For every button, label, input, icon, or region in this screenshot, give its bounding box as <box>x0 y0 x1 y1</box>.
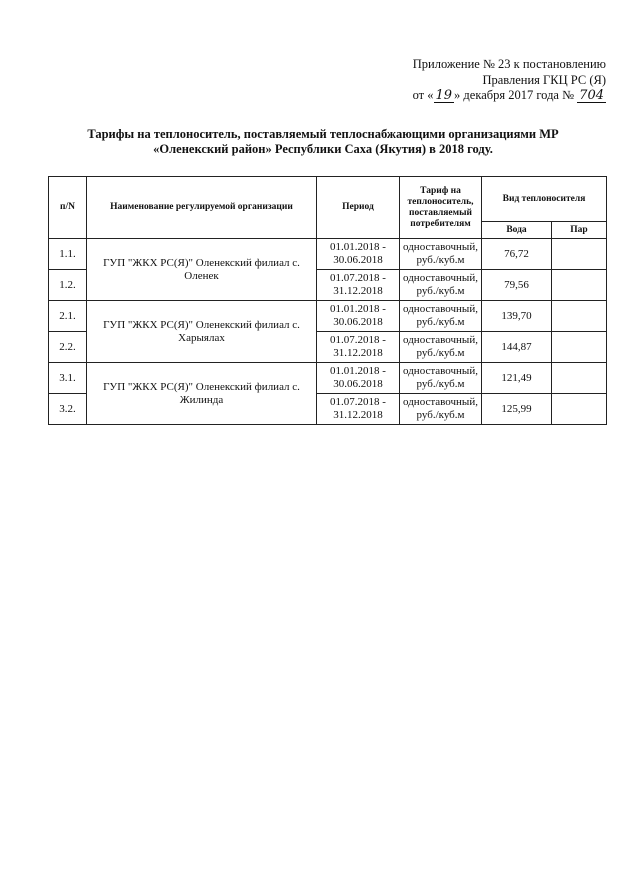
row-water: 121,49 <box>482 363 552 394</box>
row-period: 01.07.2018 - 31.12.2018 <box>317 332 400 363</box>
row-steam <box>552 301 607 332</box>
header-num: п/N <box>49 177 87 239</box>
header-period: Период <box>317 177 400 239</box>
row-num: 3.2. <box>49 394 87 425</box>
row-steam <box>552 332 607 363</box>
row-water: 139,70 <box>482 301 552 332</box>
row-water: 125,99 <box>482 394 552 425</box>
row-period: 01.07.2018 - 31.12.2018 <box>317 270 400 301</box>
row-num: 1.1. <box>49 239 87 270</box>
row-water: 144,87 <box>482 332 552 363</box>
date-prefix: от « <box>412 88 434 102</box>
org-name: ГУП "ЖКХ РС(Я)" Оленекский филиал с. Оленек <box>87 239 317 301</box>
row-num: 1.2. <box>49 270 87 301</box>
date-middle: » декабря 2017 года № <box>454 88 575 102</box>
row-tariff: одноставочный, руб./куб.м <box>400 363 482 394</box>
document-header <box>413 57 606 104</box>
row-tariff: одноставочный, руб./куб.м <box>400 301 482 332</box>
org-name: ГУП "ЖКХ РС(Я)" Оленекский филиал с. Жилинда <box>87 363 317 425</box>
row-steam <box>552 394 607 425</box>
table-row <box>49 363 607 394</box>
row-num: 2.1. <box>49 301 87 332</box>
header-tariff: Тариф на теплоноситель, поставляемый потребителям <box>400 177 482 239</box>
title-line-1: Тарифы на теплоноситель, поставляемый теплоснабжающими организациями МР <box>87 127 559 141</box>
row-period: 01.01.2018 - 30.06.2018 <box>317 301 400 332</box>
row-tariff: одноставочный, руб./куб.м <box>400 332 482 363</box>
header-org: Наименование регулируемой организации <box>87 177 317 239</box>
table-row <box>49 301 607 332</box>
row-water: 76,72 <box>482 239 552 270</box>
row-num: 2.2. <box>49 332 87 363</box>
header-steam: Пар <box>552 222 607 239</box>
handwritten-number: 704 <box>579 88 604 103</box>
row-period: 01.07.2018 - 31.12.2018 <box>317 394 400 425</box>
handwritten-day: 19 <box>435 88 453 103</box>
row-num: 3.1. <box>49 363 87 394</box>
row-steam <box>552 363 607 394</box>
header-line-appendix: Приложение № 23 к постановлению <box>412 57 606 71</box>
row-period: 01.01.2018 - 30.06.2018 <box>317 363 400 394</box>
row-water: 79,56 <box>482 270 552 301</box>
header-type: Вид теплоносителя <box>482 177 607 222</box>
org-name: ГУП "ЖКХ РС(Я)" Оленекский филиал с. Харыялах <box>87 301 317 363</box>
table-row <box>49 239 607 270</box>
document-title <box>40 127 606 157</box>
row-tariff: одноставочный, руб./куб.м <box>400 239 482 270</box>
row-period: 01.01.2018 - 30.06.2018 <box>317 239 400 270</box>
header-line-date <box>413 88 606 104</box>
header-line-board: Правления ГКЦ РС (Я) <box>482 72 606 87</box>
header-water: Вода <box>482 222 552 239</box>
row-tariff: одноставочный, руб./куб.м <box>400 394 482 425</box>
tariff-table <box>48 176 607 425</box>
row-tariff: одноставочный, руб./куб.м <box>400 270 482 301</box>
row-steam <box>552 270 607 301</box>
title-line-2: «Оленекский район» Республики Саха (Якутия) в 2018 году. <box>153 142 493 156</box>
row-steam <box>552 239 607 270</box>
